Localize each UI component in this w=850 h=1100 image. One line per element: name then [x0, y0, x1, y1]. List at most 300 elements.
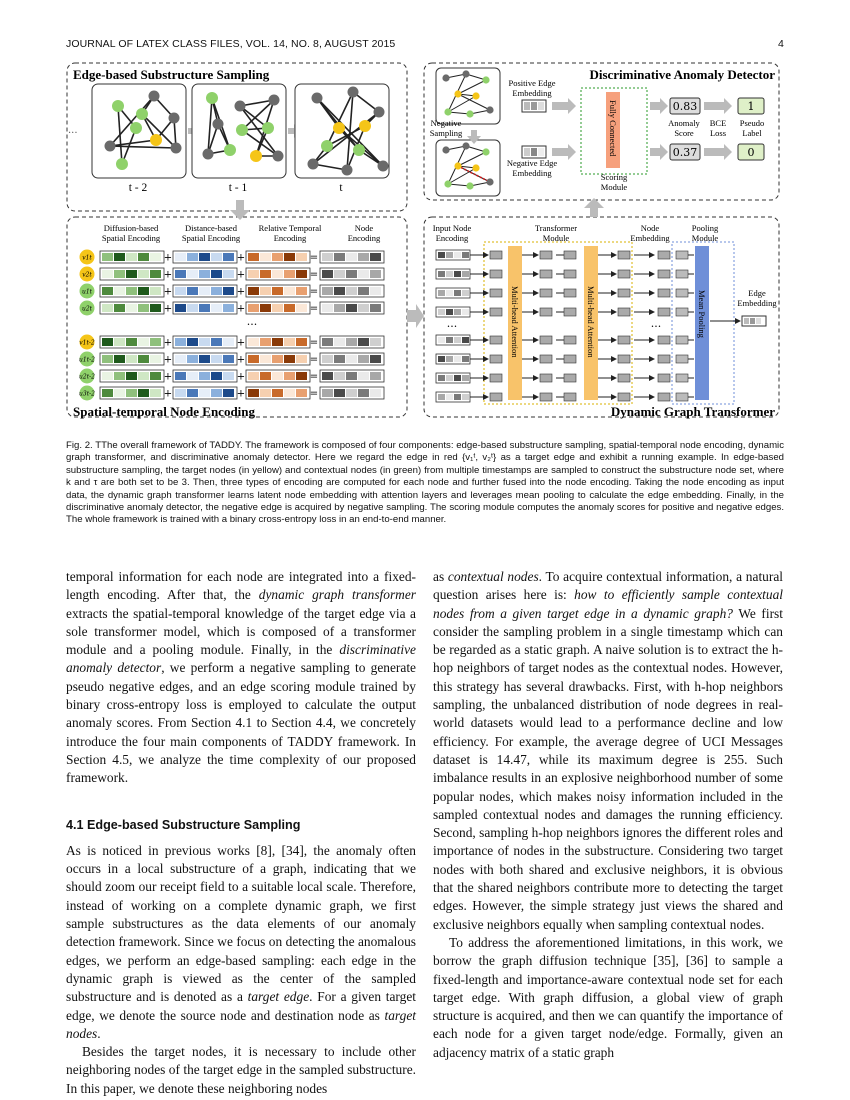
- encoding-cell: [114, 355, 125, 363]
- input-cell: [446, 309, 453, 315]
- node-embedding-box: [676, 355, 688, 363]
- encoding-cell: [138, 355, 149, 363]
- encoding-cell: [126, 287, 137, 295]
- token-box: [658, 393, 670, 401]
- encoding-cell: [211, 253, 222, 261]
- input-cell: [462, 309, 469, 315]
- graph-node: [308, 159, 319, 170]
- encoding-cell: [199, 338, 210, 346]
- detector-node: [442, 74, 449, 81]
- graph-node: [149, 91, 160, 102]
- row-node-label: v1t: [82, 254, 92, 262]
- encoding-cell: [296, 338, 307, 346]
- encoding-cell: [272, 389, 283, 397]
- encoding-cell: [211, 355, 222, 363]
- encoding-cell: [223, 338, 234, 346]
- encoding-cell: [322, 389, 333, 397]
- encoding-cell: [114, 338, 125, 346]
- positive-embed-label: Positive Edge Embedding: [508, 78, 556, 98]
- input-cell: [438, 309, 445, 315]
- input-cell: [462, 252, 469, 258]
- token-box: [618, 355, 630, 363]
- input-cell: [446, 337, 453, 343]
- encoding-cell: [334, 304, 345, 312]
- encoding-cell: [272, 304, 283, 312]
- encoding-cell: [296, 287, 307, 295]
- input-cell: [462, 375, 469, 381]
- plus-sign: +: [163, 269, 173, 281]
- input-cell: [462, 337, 469, 343]
- graph-node: [333, 122, 345, 134]
- token-box: [564, 251, 576, 259]
- graph-node: [224, 144, 236, 156]
- encoding-cell: [248, 270, 259, 278]
- node-embedding-box: [676, 289, 688, 297]
- encoding-cell: [260, 389, 271, 397]
- row-node-label: u3t-2: [79, 390, 95, 398]
- encoding-cell: [102, 287, 113, 295]
- hdr-distance: Distance-based Spatial Encoding: [181, 223, 241, 243]
- plus-sign: +: [236, 337, 246, 349]
- encoding-cell: [260, 287, 271, 295]
- token-box: [540, 393, 552, 401]
- plus-sign: +: [236, 354, 246, 366]
- transformer-ellipsis: ···: [650, 320, 662, 333]
- encoding-cell: [114, 287, 125, 295]
- token-box: [618, 336, 630, 344]
- plus-sign: +: [236, 371, 246, 383]
- arrow-transformer-to-detector: [584, 198, 604, 217]
- token-box: [564, 336, 576, 344]
- right-paragraph-1: as contextual nodes. To acquire contextual information, a natural question arises here is: how to efficiently sample contextual nodes from a given target edge in a dynamic graph? We first consider the sampling problem in a single timestamp which can be regarded as a static graph. A naive solution is to extract the h-hop neighbors of target nodes as the contextual nodes. However, this strategy has several drawbacks. First, with h-hop neighbors sampling, the unbalanced distribution of node degrees in real-world datasets would lead to a performance decline and low efficiency. For example, the average degree of UCI Messages dataset is 14.47, while its maximum degree is 255. Such imbalance results in an explosive neighborhood number of some popular nodes, which makes noisy information included in the sampled contextual nodes and damages the running efficiency. Second, sampling h-hop neighbors ignores the different roles and importance of nodes in the substructure. Considering two target nodes with both shared and exclusive neighbors, it is obvious that the shared neighbors contribute more to detecting the target edges. However, the simple strategy just views the shared and exclusive neighbors equally when sampling contextual nodes.: [433, 569, 783, 932]
- plus-sign: +: [236, 388, 246, 400]
- token-box: [658, 374, 670, 382]
- encoding-cell: [322, 372, 333, 380]
- graph-node: [171, 143, 182, 154]
- graph-node: [112, 100, 124, 112]
- token-box: [658, 251, 670, 259]
- input-cell: [438, 375, 445, 381]
- fc-label: Fully Connected: [608, 100, 618, 157]
- encoding-cell: [211, 304, 222, 312]
- page-number: 4: [778, 38, 784, 50]
- token-box: [618, 270, 630, 278]
- plus-sign: +: [163, 286, 173, 298]
- encoding-cell: [187, 338, 198, 346]
- encoding-cell: [114, 372, 125, 380]
- encoding-cell: [296, 355, 307, 363]
- time-label-2: t - 1: [228, 182, 248, 194]
- encoding-rows: [79, 250, 384, 401]
- encoding-cell: [322, 355, 333, 363]
- token-box: [490, 308, 502, 316]
- encoding-cell: [102, 338, 113, 346]
- encoding-cell: [358, 389, 369, 397]
- detector-node: [444, 180, 451, 187]
- equals-sign: =: [309, 303, 319, 315]
- encoding-cell: [272, 287, 283, 295]
- scoring-label: Scoring Module: [600, 172, 628, 192]
- encoding-ellipsis: ···: [246, 318, 258, 331]
- encoding-cell: [322, 270, 333, 278]
- token-box: [490, 374, 502, 382]
- encoding-cell: [346, 253, 357, 261]
- encoding-cell: [370, 304, 381, 312]
- input-cell: [454, 252, 461, 258]
- encoding-cell: [346, 355, 357, 363]
- sampling-ellipsis: ...: [68, 125, 78, 136]
- encoding-cell: [175, 338, 186, 346]
- token-box: [564, 270, 576, 278]
- encoding-cell: [187, 355, 198, 363]
- input-cell: [454, 309, 461, 315]
- encoding-cell: [358, 287, 369, 295]
- time-label-1: t - 2: [128, 182, 148, 194]
- encoding-cell: [284, 253, 295, 261]
- token-box: [490, 336, 502, 344]
- encoding-cell: [223, 270, 234, 278]
- encoding-cell: [296, 253, 307, 261]
- neg-embed-box: [522, 146, 546, 158]
- input-cell: [454, 394, 461, 400]
- hdr-transformer: Transformer Module: [534, 223, 578, 243]
- transformer-module-frame: [484, 242, 632, 404]
- token-box: [564, 308, 576, 316]
- arrow-encoding-to-transformer: [407, 304, 424, 328]
- detector-node: [482, 76, 489, 83]
- row-node-label: u2t: [81, 305, 93, 313]
- graph-node: [130, 122, 142, 134]
- encoding-cell: [126, 355, 137, 363]
- equals-sign: =: [309, 269, 319, 281]
- plus-sign: +: [163, 371, 173, 383]
- encoding-cell: [150, 338, 161, 346]
- encoding-cell: [223, 389, 234, 397]
- encoding-cell: [102, 304, 113, 312]
- encoding-cell: [102, 389, 113, 397]
- graph-node: [169, 113, 180, 124]
- graph-node: [342, 165, 353, 176]
- encoding-cell: [370, 270, 381, 278]
- encoding-cell: [175, 304, 186, 312]
- encoding-cell: [284, 287, 295, 295]
- encoding-cell: [272, 270, 283, 278]
- token-box: [658, 336, 670, 344]
- graph-node: [203, 149, 214, 160]
- encoding-cell: [187, 253, 198, 261]
- encoding-cell: [260, 338, 271, 346]
- encoding-cell: [296, 304, 307, 312]
- plus-sign: +: [236, 303, 246, 315]
- input-cell: [462, 394, 469, 400]
- left-paragraph-1: temporal information for each node are integrated into a fixed-length encoding. After that, the dynamic graph transformer extracts the spatial-temporal knowledge of the target edge via a sole transformer model, which is composed of a transformer module and a pooling module. Finally, in the discriminative anomaly detector, we perform a negative sampling to generate pseudo negative edges, and an edge scoring module trained by binary cross-entropy loss is employed to calculate the output anomaly scores. From Section 4.1 to Section 4.4, we concretely introduce the four main components of TADDY framework. In Section 4.5, we analyze the time complexity of our proposed framework.: [66, 569, 416, 786]
- encoding-cell: [187, 270, 198, 278]
- encoding-cell: [346, 338, 357, 346]
- svg-text:0.37: 0.37: [672, 146, 698, 159]
- detector-node: [462, 70, 469, 77]
- graph-node: [136, 108, 148, 120]
- token-box: [540, 251, 552, 259]
- encoding-cell: [126, 270, 137, 278]
- detector-node: [486, 106, 493, 113]
- input-cell: [462, 356, 469, 362]
- input-cell: [438, 271, 445, 277]
- node-embedding-box: [676, 374, 688, 382]
- sampling-title: Edge-based Substructure Sampling: [73, 67, 270, 82]
- pseudo-label-label: Pseudo Label: [739, 118, 765, 138]
- token-box: [490, 355, 502, 363]
- encoding-cell: [248, 355, 259, 363]
- encoding-cell: [334, 389, 345, 397]
- token-box: [540, 336, 552, 344]
- encoding-cell: [138, 287, 149, 295]
- encoding-cell: [199, 372, 210, 380]
- graph-node: [236, 124, 248, 136]
- encoding-cell: [358, 355, 369, 363]
- encoding-cell: [322, 304, 333, 312]
- token-box: [540, 374, 552, 382]
- input-cell: [446, 271, 453, 277]
- token-box: [540, 355, 552, 363]
- encoding-cell: [334, 287, 345, 295]
- encoding-cell: [322, 338, 333, 346]
- input-cell: [438, 356, 445, 362]
- encoding-cell: [175, 270, 186, 278]
- encoding-cell: [138, 253, 149, 261]
- graph-node: [269, 95, 280, 106]
- equals-sign: =: [309, 286, 319, 298]
- mean-pooling-label: Mean Pooling: [697, 290, 707, 338]
- encoding-cell: [199, 389, 210, 397]
- node-embedding-box: [676, 251, 688, 259]
- detector-node: [472, 92, 479, 99]
- token-box: [658, 308, 670, 316]
- bce-label: BCE Loss: [709, 118, 727, 138]
- encoding-cell: [150, 372, 161, 380]
- encoding-cell: [358, 304, 369, 312]
- hdr-diffusion: Diffusion-based Spatial Encoding: [101, 223, 161, 243]
- encoding-cell: [272, 372, 283, 380]
- encoding-cell: [150, 389, 161, 397]
- encoding-cell: [284, 355, 295, 363]
- encoding-cell: [272, 253, 283, 261]
- encoding-cell: [346, 287, 357, 295]
- equals-sign: =: [309, 388, 319, 400]
- encoding-cell: [370, 253, 381, 261]
- encoding-cell: [248, 304, 259, 312]
- framework-figure: [64, 60, 784, 422]
- detector-node: [466, 110, 473, 117]
- encoding-cell: [334, 338, 345, 346]
- encoding-cell: [322, 287, 333, 295]
- node-embedding-box: [676, 270, 688, 278]
- graph-node: [235, 101, 246, 112]
- token-box: [564, 289, 576, 297]
- input-cell: [438, 394, 445, 400]
- encoding-cell: [358, 253, 369, 261]
- encoding-cell: [223, 355, 234, 363]
- plus-sign: +: [236, 286, 246, 298]
- graph-node: [359, 120, 371, 132]
- token-box: [564, 393, 576, 401]
- token-box: [658, 355, 670, 363]
- encoding-cell: [284, 270, 295, 278]
- figure-caption: Fig. 2. TThe overall framework of TADDY. The framework is composed of four components: edge-based substructure sampling, spatial-temporal node encoding, dynamic graph transformer, and discriminative anomaly detector. Here we regard the edge in red {v₁ᵗ, v₂ᵗ} as a target edge and exhibit a running example. In edge-based substructure sampling, the target nodes (in yellow) and contextual nodes (in green) from multiple timestamps are sampled to construct the substructure node set, where k and τ are both set to be 3. Then, three types of encoding are computed for each node and further fused into the node encoding. Taking the node encoding as input data, the dynamic graph transformer learns latent node embedding with attention layers and leverages mean pooling to calculate the edge embedding. Finally, in the discriminative anomaly detector, the negative edge is acquired by negative sampling. The scoring module computes the anomaly scores for positive and negative edges. The whole framework is trained with a binary cross-entropy loss in an end-to-end manner.: [66, 440, 784, 526]
- token-box: [490, 393, 502, 401]
- encoding-cell: [272, 338, 283, 346]
- graph-snapshots: [92, 84, 389, 178]
- graph-node: [273, 151, 284, 162]
- detector-node: [486, 178, 493, 185]
- svg-text:1: 1: [747, 100, 755, 113]
- encoding-cell: [260, 372, 271, 380]
- encoding-cell: [260, 270, 271, 278]
- input-cell: [446, 252, 453, 258]
- encoding-cell: [126, 304, 137, 312]
- encoding-cell: [346, 389, 357, 397]
- attention-label-2: Multi-head Attention: [586, 286, 596, 358]
- anomaly-score-label: Anomaly Score: [668, 118, 700, 138]
- encoding-cell: [346, 372, 357, 380]
- input-cell: [462, 271, 469, 277]
- encoding-cell: [284, 389, 295, 397]
- left-column: [66, 568, 416, 1098]
- encoding-cell: [114, 253, 125, 261]
- hdr-input: Input Node Encoding: [432, 223, 472, 243]
- detector-node: [462, 142, 469, 149]
- encoding-cell: [370, 287, 381, 295]
- token-box: [658, 289, 670, 297]
- panel-transformer: [424, 217, 779, 417]
- pos-embed-box: [522, 100, 546, 112]
- encoding-cell: [138, 372, 149, 380]
- encoding-cell: [187, 389, 198, 397]
- graph-node: [150, 134, 162, 146]
- encoding-cell: [370, 372, 381, 380]
- encoding-cell: [296, 372, 307, 380]
- hdr-edge-embed: Edge Embedding: [737, 288, 777, 308]
- row-node-label: v1t-2: [79, 339, 95, 347]
- token-box: [618, 289, 630, 297]
- encoding-cell: [150, 304, 161, 312]
- graph-node: [378, 161, 389, 172]
- encoding-cell: [126, 338, 137, 346]
- graph-node: [206, 92, 218, 104]
- encoding-cell: [114, 389, 125, 397]
- encoding-cell: [223, 287, 234, 295]
- token-box: [540, 308, 552, 316]
- svg-text:0.83: 0.83: [672, 100, 698, 113]
- node-embedding-box: [676, 393, 688, 401]
- graph-node: [374, 107, 385, 118]
- equals-sign: =: [309, 252, 319, 264]
- graph-node: [262, 122, 274, 134]
- time-label-3: t: [339, 182, 343, 194]
- detector-title: Discriminative Anomaly Detector: [589, 67, 775, 82]
- encoding-cell: [322, 253, 333, 261]
- encoding-cell: [334, 253, 345, 261]
- transformer-title: Dynamic Graph Transformer: [610, 404, 775, 419]
- token-box: [540, 270, 552, 278]
- transformer-ellipsis: ···: [446, 320, 458, 333]
- encoding-cell: [187, 287, 198, 295]
- encoding-cell: [199, 270, 210, 278]
- input-cell: [438, 290, 445, 296]
- score-pos: [670, 98, 700, 114]
- detector-node: [444, 108, 451, 115]
- plus-sign: +: [163, 252, 173, 264]
- plus-sign: +: [236, 269, 246, 281]
- encoding-cell: [138, 338, 149, 346]
- hdr-node-embed: Node Embedding: [630, 223, 670, 243]
- encoding-headers: [102, 223, 381, 243]
- encoding-cell: [346, 270, 357, 278]
- token-box: [490, 289, 502, 297]
- graph-node: [105, 141, 116, 152]
- token-box: [618, 374, 630, 382]
- detector-node: [442, 146, 449, 153]
- graph-node: [213, 119, 224, 130]
- token-box: [564, 355, 576, 363]
- encoding-cell: [223, 304, 234, 312]
- encoding-cell: [284, 304, 295, 312]
- left-paragraph-2: As is noticed in previous works [8], [34], the anomaly often occurs in a local substructure of a graph, indicating that we should zoom our receipt field to a suitable local scale. Therefore, instead of working on a complete dynamic graph, we first sample substructures as the data elements of our anomaly detection framework. Since we focus on detecting the anomalous edges, we perform an edge-based sampling: each edge in the dynamic graph is viewed as the center of the sampled substructure and is denoted as a target edge. For a given target edge, we denote the source node and destination node as target nodes.: [66, 842, 416, 1041]
- encoding-cell: [248, 253, 259, 261]
- detector-node: [454, 90, 461, 97]
- encoding-cell: [175, 355, 186, 363]
- encoding-cell: [126, 389, 137, 397]
- input-cell: [446, 375, 453, 381]
- row-node-label: v2t: [82, 271, 92, 279]
- token-box: [564, 374, 576, 382]
- right-column: [433, 568, 783, 1062]
- encoding-cell: [199, 304, 210, 312]
- encoding-cell: [334, 270, 345, 278]
- hdr-temporal: Relative Temporal Encoding: [258, 223, 322, 243]
- token-box: [618, 308, 630, 316]
- right-paragraph-2: To address the aforementioned limitations, in this work, we borrow the graph diffusion technique [35], [36] to sample a fixed-length and importance-aware contextual node set for each target edge. With graph diffusion, a global view of graph structure is acquired, and then we can quantify the importance of each node for a given target node/edge. Formally, given an adjacency matrix of a static graph: [433, 934, 783, 1060]
- graph-node: [348, 87, 359, 98]
- encoding-cell: [150, 287, 161, 295]
- encoding-cell: [199, 355, 210, 363]
- encoding-title: Spatial-temporal Node Encoding: [73, 404, 256, 419]
- input-cell: [438, 337, 445, 343]
- input-cell: [454, 290, 461, 296]
- encoding-cell: [126, 253, 137, 261]
- row-node-label: u2t-2: [79, 373, 95, 381]
- input-cell: [454, 337, 461, 343]
- equals-sign: =: [309, 337, 319, 349]
- encoding-cell: [370, 355, 381, 363]
- encoding-cell: [211, 287, 222, 295]
- graph-node: [321, 140, 333, 152]
- token-box: [618, 251, 630, 259]
- token-box: [618, 393, 630, 401]
- token-box: [658, 270, 670, 278]
- input-cell: [454, 271, 461, 277]
- input-cell: [446, 356, 453, 362]
- encoding-cell: [211, 270, 222, 278]
- encoding-cell: [138, 270, 149, 278]
- score-neg: [670, 144, 700, 160]
- encoding-cell: [370, 389, 381, 397]
- plus-sign: +: [163, 354, 173, 366]
- detector-node: [482, 148, 489, 155]
- encoding-cell: [150, 270, 161, 278]
- encoding-cell: [175, 253, 186, 261]
- encoding-cell: [175, 287, 186, 295]
- encoding-cell: [211, 389, 222, 397]
